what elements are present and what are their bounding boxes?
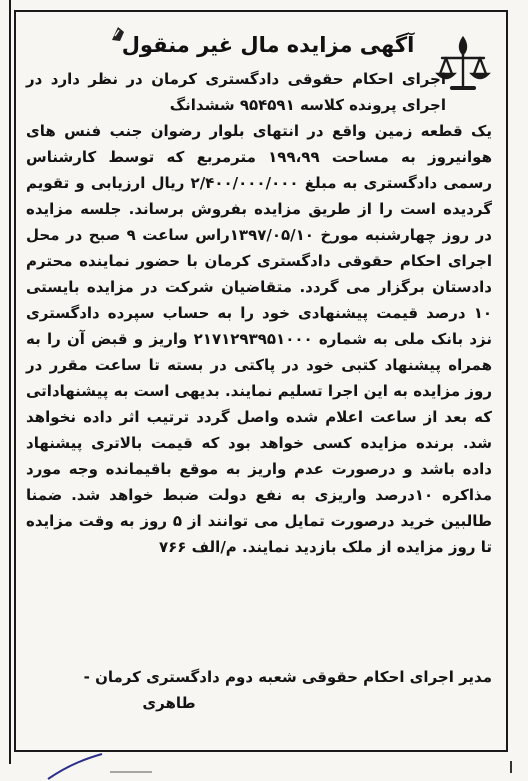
column-divider [9,0,11,764]
corner-mark-icon [505,760,517,774]
notice-title: آگهی مزایده مال غیر منقول [121,33,415,57]
signature-line: مدیر اجرای احکام حقوقی شعبه دوم دادگستری کرمان - [83,668,492,686]
notice-body: یک قطعه زمین واقع در انتهای بلوار رضوان جنب فنس های هوانیروز به مساحت ۱۹۹،۹۹ مترمربع که توسط کارشناس رسمی دادگستری به مبلغ ۲/۴۰۰/۰۰۰/۰۰۰ ریال ارزیابی و تقویم گردیده است را از طریق مزایده بفروش برساند. جلسه مزایده در روز چهارشنبه مورخ ۱۳۹۷/۰۵/۱۰راس ساعت ۹ صبح در محل اجرای احکام حقوقی دادگستری کرمان با حضور نماینده محترم دادستان برگزار می گردد. متقاضیان شرکت در مزایده بایستی ۱۰ درصد قیمت پیشنهادی خود را به حساب سپرده دادگستری نزد بانک ملی به شماره ۲۱۷۱۲۹۳۹۵۱۰۰۰ واریز و قبض آن را به همراه پیشنهاد کتبی خود در پاکتی در بسته تا ساعت مقرر در روز مزایده به این اجرا تسلیم نمایند. بدیهی است به پیشنهاداتی که بعد از ساعت اعلام شده واصل گردد ترتیب اثر داده نخواهد شد. برنده مزایده کسی خواهد بود که قیمت بالاتری پیشنهاد داده باشد و درصورت عدم واریز به موقع باقیمانده وجه مورد مذاکره ۱۰درصد واریزی به نفع دولت ضبط خواهد شد. ضمنا طالبین خرید درصورت تمایل می توانند از ۵ روز به وقت مزایده تا روز مزایده از ملک بازدید نمایند. م/الف ۷۶۶ [26,122,492,556]
pen-stroke-mark-icon [40,752,160,781]
notice-intro: اجرای احکام حقوقی دادگستری کرمان در نظر دارد در اجرای پرونده کلاسه ۹۵۴۵۹۱ ششدانگ [26,70,446,114]
signature-name: طاهری [142,694,196,712]
signature-block [26,664,492,724]
